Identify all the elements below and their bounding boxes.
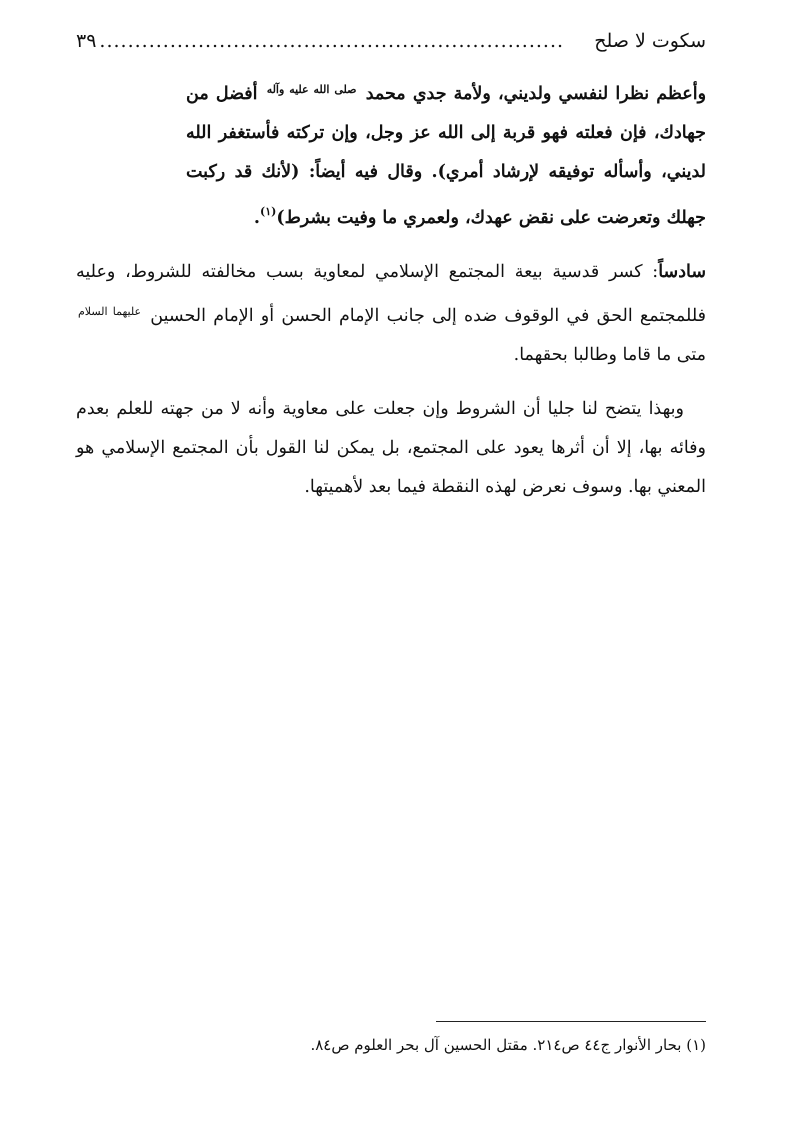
- running-header: [76, 30, 706, 64]
- sixth-point-heading: سادساً: [658, 262, 706, 282]
- conclusion-paragraph: وبهذا يتضح لنا جليا أن الشروط وإن جعلت على معاوية وأنه لا من جهته للعلم بعدم وفائه بها، إلا أن أثرها يعود على المجتمع، بل يمكن لنا القول بأن المجتمع الإسلامي هو المعني بها. وسوف نعرض لهذه النقطة فيما بعد لأهميتها.: [76, 399, 706, 497]
- main-text: [76, 70, 706, 522]
- sixth-point-paragraph: [76, 253, 706, 375]
- honorific-prophet: صلى الله عليه وآله: [266, 83, 357, 96]
- quote-paragraph: [76, 70, 706, 238]
- running-title: سكوت لا صلح: [594, 30, 706, 52]
- quote-text-start: وأعظم نظرا لنفسي ولديني، ولأمة جدي محمد: [365, 84, 707, 104]
- footnote-reference: (١): [259, 205, 277, 218]
- honorific-imams: عليهما السلام: [78, 305, 142, 318]
- quote-end: .: [253, 208, 260, 228]
- quote-text-rest: أفضل من جهادك، فإن فعلته فهو قربة إلى الله عز وجل، وإن تركته فأستغفر الله لديني، وأسأله توفيقه لإرشاد أمري). وقال فيه أيضاً: (لأنك قد ركبت جهلك وتعرضت على نقض عهدك، ولعمري ما وفيت بشرط): [186, 84, 706, 228]
- dot-leader: ..................................................................: [99, 30, 565, 52]
- sixth-point-text: : كسر قدسية بيعة المجتمع الإسلامي لمعاوية بسب مخالفته للشروط، وعليه فللمجتمع الحق في الوقوف ضده إلى جانب الإمام الحسن أو الإمام الحسين: [76, 262, 706, 326]
- footnote: (١) بحار الأنوار ج٤٤ ص٢١٤. مقتل الحسين آل بحر العلوم ص٨٤.: [310, 1036, 706, 1054]
- page-number: ٣٩: [76, 30, 97, 52]
- sixth-point-text-end: متى ما قاما وطالبا بحقهما.: [513, 345, 706, 365]
- footnote-separator: [436, 1021, 706, 1022]
